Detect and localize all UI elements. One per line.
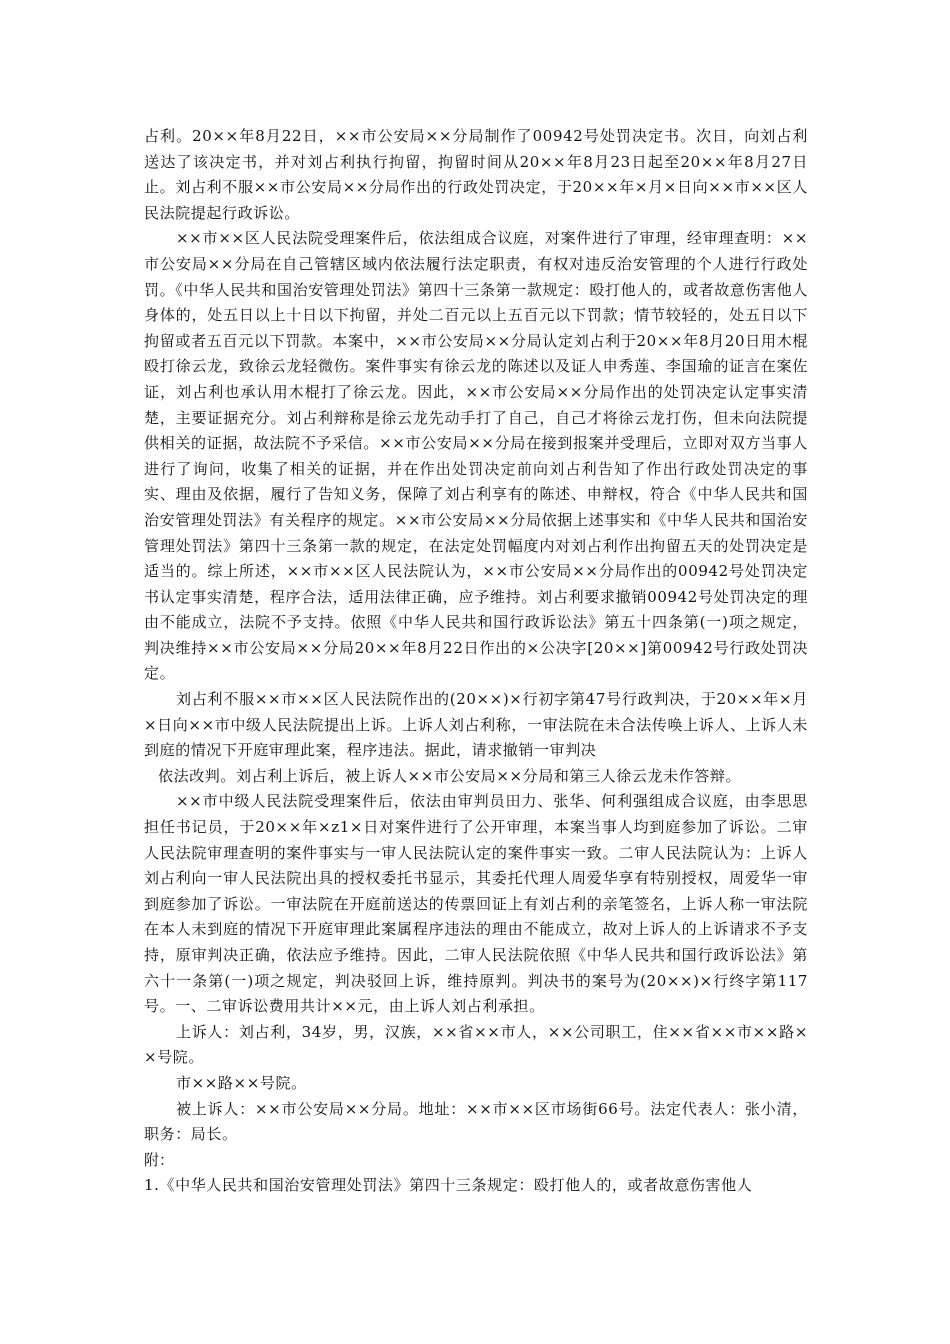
paragraph-appellant: 上诉人：刘占利，34岁，男，汉族，××省××市人，××公司职工，住××省××市××路××号院。 (144, 1022, 808, 1067)
paragraph-case-facts: 占利。20××年8月22日，××市公安局××分局制作了00942号处罚决定书。次日，向刘占利送达了该决定书，并对刘占利执行拘留，拘留时间从20××年8月23日起至20××年8月27日止。刘占利不服××市公安局××分局作出的行政处罚决定，于20××年×月×日向××市××区人民法院提起行政诉讼。 (144, 127, 808, 222)
paragraph-address-fragment: 市××路××号院。 (176, 1073, 307, 1092)
attachment-label: 附： (144, 1150, 175, 1169)
attachment-item-1: 1.《中华人民共和国治安管理处罚法》第四十三条规定：殴打他人的，或者故意伤害他人 (144, 1176, 753, 1195)
paragraph-appellee: 被上诉人：××市公安局××分局。地址：××市××区市场街66号。法定代表人：张小清，职务：局长。 (144, 1099, 808, 1144)
document-page (144, 124, 808, 1199)
paragraph-second-instance: ××市中级人民法院受理案件后，依法由审判员田力、张华、何利强组成合议庭，由李思思担任书记员，于20××年×z1×日对案件进行了公开审理，本案当事人均到庭参加了诉讼。二审人民法院审理查明的案件事实与一审人民法院认定的案件事实一致。二审人民法院认为：上诉人刘占利向一审人民法院出具的授权委托书显示，其委托代理人周爱华享有特别授权，周爱华一审到庭参加了诉讼。一审法院在开庭前送达的传票回证上有刘占利的亲笔签名，上诉人称一审法院在本人未到庭的情况下开庭审理此案属程序违法的理由不能成立，故对上诉人的上诉请求不予支持，原审判决正确，依法应予维持。因此，二审人民法院依照《中华人民共和国行政诉讼法》第六十一条第(一)项之规定，判决驳回上诉，维持原判。判决书的案号为(20××)×行终字第117号。一、二审诉讼费用共计××元，由上诉人刘占利承担。 (144, 792, 808, 1016)
paragraph-appeal: 刘占利不服××市××区人民法院作出的(20××)×行初字第47号行政判决，于20××年×月×日向××市中级人民法院提出上诉。上诉人刘占利称，一审法院在未合法传唤上诉人、上诉人未到庭的情况下开庭审理此案，程序违法。据此，请求撤销一审判决 (144, 690, 808, 760)
paragraph-first-instance: ××市××区人民法院受理案件后，依法组成合议庭，对案件进行了审理，经审理查明：××市公安局××分局在自己管辖区域内依法履行法定职责，有权对违反治安管理的个人进行行政处罚。《中华人民共和国治安管理处罚法》第四十三条第一款规定：殴打他人的，或者故意伤害他人身体的，处五日以上十日以下拘留，并处二百元以上五百元以下罚款；情节较轻的，处五日以下拘留或者五百元以下罚款。本案中，××市公安局××分局认定刘占利于20××年8月20日用木棍殴打徐云龙，致徐云龙轻微伤。案件事实有徐云龙的陈述以及证人申秀莲、李国瑜的证言在案佐证，刘占利也承认用木棍打了徐云龙。因此，××市公安局××分局作出的处罚决定认定事实清楚，主要证据充分。刘占利辩称是徐云龙先动手打了自己，自己才将徐云龙打伤，但未向法院提供相关的证据，故法院不予采信。××市公安局××分局在接到报案并受理后，立即对双方当事人进行了询问，收集了相关的证据，并在作出处罚决定前向刘占利告知了作出行政处罚决定的事实、理由及依据，履行了告知义务，保障了刘占利享有的陈述、申辩权，符合《中华人民共和国治安管理处罚法》有关程序的规定。××市公安局××分局依据上述事实和《中华人民共和国治安管理处罚法》第四十三条第一款的规定，在法定处罚幅度内对刘占利作出拘留五天的处罚决定是适当的。综上所述，××市××区人民法院认为，××市公安局××分局作出的00942号处罚决定书认定事实清楚，程序合法，适用法律正确，应予维持。刘占利要求撤销00942号处罚决定的理由不能成立，法院不予支持。依照《中华人民共和国行政诉讼法》第五十四条第(一)项之规定，判决维持××市公安局××分局20××年8月22日作出的×公决字[20××]第00942号行政处罚决定。 (144, 229, 808, 683)
paragraph-appeal-continued: 依法改判。刘占利上诉后，被上诉人××市公安局××分局和第三人徐云龙未作答辩。 (158, 766, 742, 785)
